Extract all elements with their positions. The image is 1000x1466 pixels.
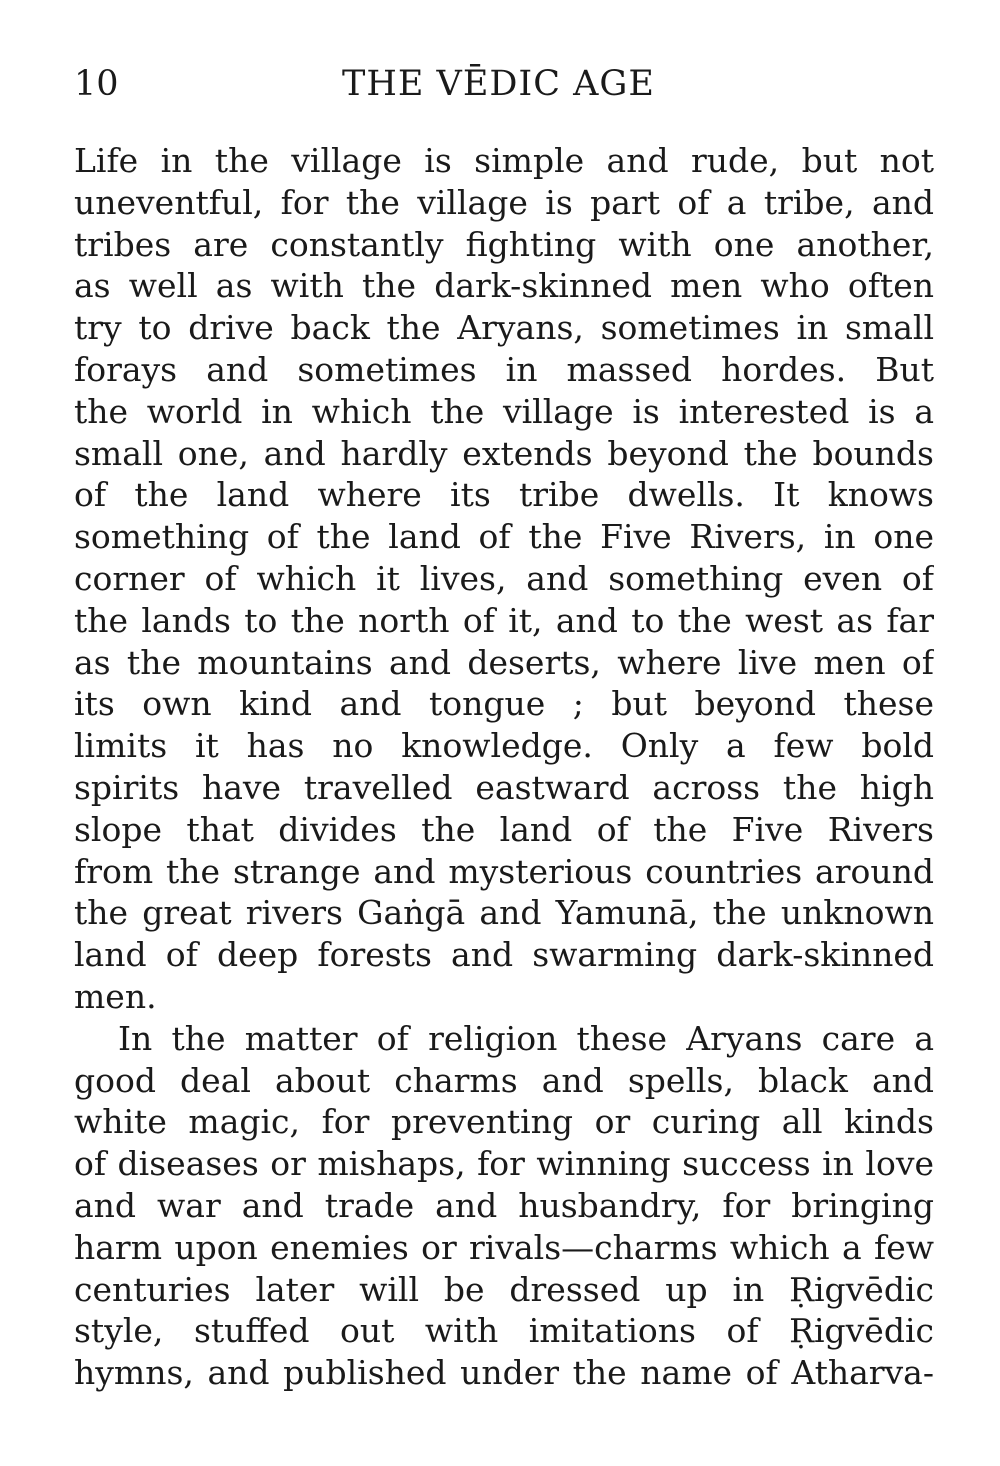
text-line: from the strange and mysterious countries around	[74, 851, 934, 891]
text-line: In the matter of religion these Aryans care a	[118, 1018, 934, 1058]
text-line: spirits have travelled eastward across the high	[74, 767, 934, 807]
page-header	[74, 64, 934, 124]
text-line: forays and sometimes in massed hordes. But	[74, 349, 934, 389]
paragraph-religion	[74, 1018, 934, 1394]
text-line: and war and trade and husbandry, for bringing	[74, 1185, 934, 1225]
text-line: as the mountains and deserts, where live men of	[74, 642, 934, 682]
text-line: the great rivers Gaṅgā and Yamunā, the unknown	[74, 893, 934, 933]
text-line: land of deep forests and swarming dark-skinned	[74, 935, 934, 975]
paragraph-village-life	[74, 140, 934, 1018]
text-line: something of the land of the Five Rivers, in one	[74, 517, 934, 557]
text-line: white magic, for preventing or curing all kinds	[74, 1102, 934, 1142]
text-line: limits it has no knowledge. Only a few bold	[74, 726, 934, 766]
page-number: 10	[74, 64, 119, 104]
text-line: of the land where its tribe dwells. It knows	[74, 475, 934, 515]
text-line: style, stuffed out with imitations of Ṛigvēdic	[74, 1311, 934, 1351]
text-line: of diseases or mishaps, for winning success in love	[74, 1144, 934, 1184]
text-line: tribes are constantly fighting with one another,	[74, 224, 934, 264]
body-text	[74, 140, 934, 1394]
text-line: slope that divides the land of the Five Rivers	[74, 809, 934, 849]
text-line: small one, and hardly extends beyond the bounds	[74, 433, 934, 473]
text-line: try to drive back the Aryans, sometimes in small	[74, 308, 934, 348]
text-line: centuries later will be dressed up in Ṛigvēdic	[74, 1269, 934, 1309]
text-line: as well as with the dark-skinned men who often	[74, 266, 934, 306]
text-line: men.	[74, 976, 157, 1016]
text-line: harm upon enemies or rivals—charms which a few	[74, 1227, 934, 1267]
text-line: the lands to the north of it, and to the west as far	[74, 600, 934, 640]
text-line: corner of which it lives, and something even of	[74, 558, 934, 598]
text-line: its own kind and tongue ; but beyond these	[74, 684, 934, 724]
text-line: uneventful, for the village is part of a tribe, and	[74, 182, 934, 222]
text-line: hymns, and published under the name of Atharva-	[74, 1353, 934, 1393]
text-line: Life in the village is simple and rude, but not	[74, 141, 934, 180]
text-line: good deal about charms and spells, black and	[74, 1060, 934, 1100]
running-title: THE VĒDIC AGE	[342, 64, 655, 104]
text-line: the world in which the village is interested is a	[74, 391, 934, 431]
